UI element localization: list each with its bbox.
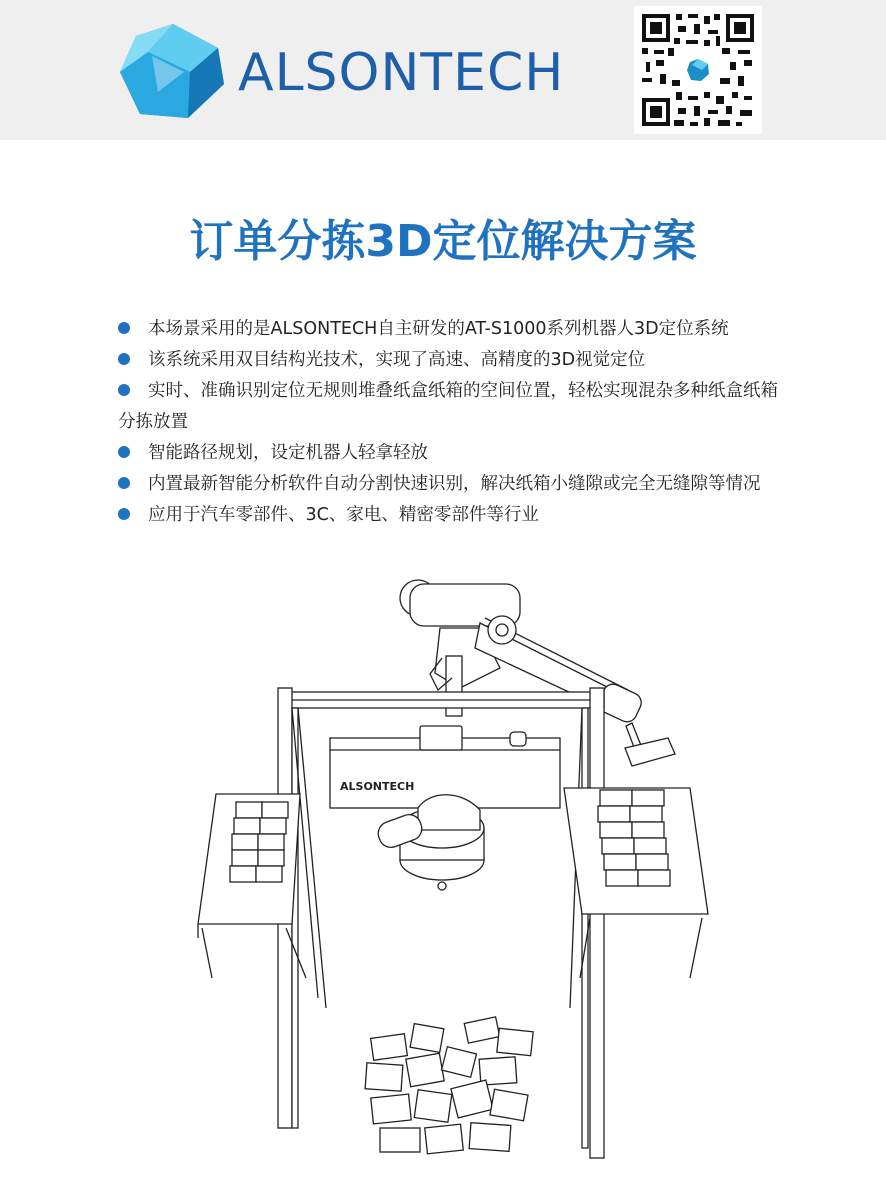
polyhedron-logo-icon (118, 22, 228, 122)
list-item (118, 469, 788, 500)
bullet-dot-icon (118, 477, 130, 489)
list-item (118, 345, 788, 376)
list-item-text: 内置最新智能分析软件自动分割快速识别，解决纸箱小缝隙或完全无缝隙等情况 (148, 474, 761, 494)
list-item-text: 智能路径规划，设定机器人轻拿轻放 (148, 443, 428, 463)
list-item-text: 应用于汽车零部件、3C、家电、精密零部件等行业 (148, 505, 539, 525)
box-pile (365, 1017, 533, 1154)
list-item (118, 376, 788, 438)
brand-name: ALSONTECH (238, 43, 565, 103)
camera-label: ALSONTECH (340, 780, 415, 793)
list-item (118, 438, 788, 469)
list-item-text: 实时、准确识别定位无规则堆叠纸盒纸箱的空间位置，轻松实现混杂多种纸盒纸箱分拣放置 (118, 381, 778, 432)
robot-base (375, 795, 484, 890)
feature-list (118, 314, 788, 531)
list-item (118, 500, 788, 531)
robot-sorting-cell-illustration (180, 578, 720, 1178)
header-banner (0, 0, 886, 140)
bullet-dot-icon (118, 322, 130, 334)
list-item-text: 该系统采用双目结构光技术，实现了高速、高精度的3D视觉定位 (148, 350, 646, 370)
list-item-text: 本场景采用的是ALSONTECH自主研发的AT-S1000系列机器人3D定位系统 (148, 319, 729, 339)
page-title: 订单分拣3D定位解决方案 (189, 216, 697, 267)
bullet-dot-icon (118, 446, 130, 458)
bullet-dot-icon (118, 508, 130, 520)
qr-code-icon (634, 6, 762, 134)
bullet-dot-icon (118, 353, 130, 365)
bullet-dot-icon (118, 384, 130, 396)
list-item (118, 314, 788, 345)
